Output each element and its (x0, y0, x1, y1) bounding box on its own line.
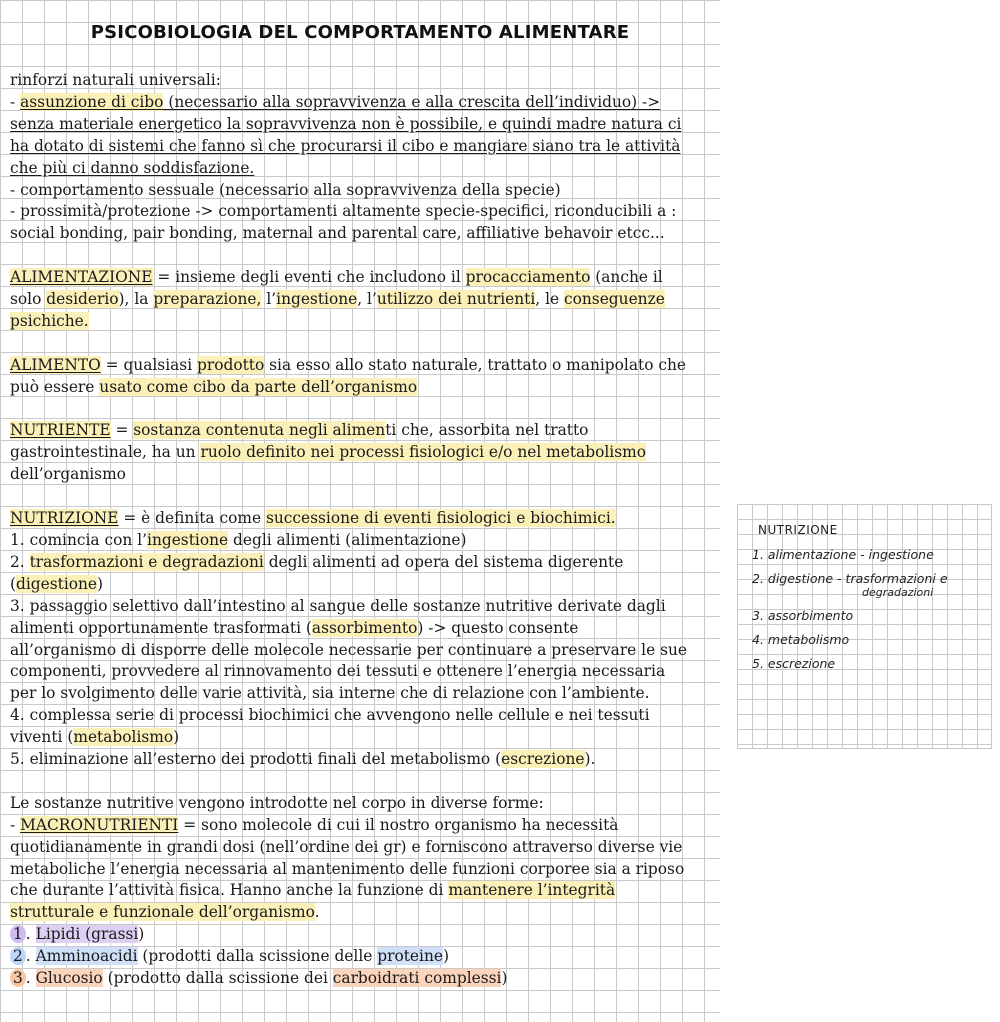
nutriente-line-1 (10, 420, 715, 442)
alimentazione-line-3 (10, 311, 715, 333)
text: degli alimenti (alimentazione) (228, 530, 467, 549)
text: ) (97, 574, 104, 593)
bullet: - (10, 815, 21, 834)
nutrizione-item-3-l5: per lo svolgimento delle varie attività, sia interne che di relazione con l’ambiente. (10, 684, 650, 703)
text: = è definita come (118, 509, 266, 528)
bullet: - (10, 92, 21, 111)
highlight: ingestione (147, 530, 229, 549)
text: ) -> questo consente (417, 618, 579, 637)
nutrizione-item-4: 4. complessa serie di processi biochimici che avvengono nelle cellule e nei tessuti (10, 706, 650, 725)
term: NUTRIENTE (10, 421, 111, 440)
text: ti che, assorbita nel tratto (385, 421, 589, 440)
highlight: sostanza contenuta negli alimen (133, 421, 386, 440)
page-title: PSICOBIOLOGIA DEL COMPORTAMENTO ALIMENTARE (90, 22, 630, 43)
text: . (25, 969, 36, 988)
text: 2. (10, 552, 30, 571)
nutrizione-item-3-l3: all’organismo di disporre delle molecole necessarie per continuare a preservare le sue (10, 640, 688, 659)
highlight: Glucosio (35, 969, 103, 988)
macro-line-5 (10, 902, 715, 924)
side-note-item-sub: degradazioni (862, 586, 934, 599)
text: ). (584, 750, 596, 769)
highlight: conseguenze (564, 290, 665, 309)
text: alimenti opportunamente trasformati ( (10, 618, 312, 637)
text: può essere (10, 377, 100, 396)
highlight: strutturale e funzionale dell’organismo (10, 903, 315, 922)
highlight: proteine (377, 947, 443, 966)
highlight: assunzione di cibo (20, 92, 164, 111)
number-badge: 1 (10, 925, 26, 943)
number-badge: 2 (10, 947, 26, 965)
sostanze-intro: Le sostanze nutritive vengono introdotte nel corpo in diverse forme: (10, 793, 544, 812)
number-badge: 3 (10, 969, 26, 987)
text: (anche il (590, 268, 663, 287)
text: 1. comincia con l’ (10, 530, 148, 549)
highlight: preparazione, (153, 290, 262, 309)
text: gastrointestinale, ha un (10, 443, 201, 462)
nutriente-line-3: dell’organismo (10, 465, 126, 484)
highlight: carboidrati complessi (332, 969, 502, 988)
text: degli alimenti ad opera del sistema digerente (263, 552, 624, 571)
highlight: procacciamento (465, 268, 591, 287)
text: ), la (118, 290, 154, 309)
cibo-line-3: ha dotato di sistemi che fanno sì che procurarsi il cibo e mangiare siano tra le attività (10, 136, 681, 155)
side-note-item: 4. metabolismo (752, 632, 850, 647)
text: (necessario alla sopravvivenza e alla crescita dell’individuo) -> (163, 92, 661, 111)
side-note-item: 5. escrezione (752, 656, 836, 671)
cibo-line-4: che più ci danno soddisfazione. (10, 158, 255, 177)
highlight: escrezione (501, 750, 585, 769)
side-note-item: 1. alimentazione - ingestione (752, 547, 934, 562)
text: solo (10, 290, 47, 309)
text: ( (10, 574, 17, 593)
cibo-line (10, 92, 715, 114)
rinforzi-heading: rinforzi naturali universali: (10, 71, 221, 89)
highlight: usato come cibo da parte dell’organismo (99, 377, 418, 396)
text: (prodotto dalla scissione dei (102, 969, 333, 988)
highlight: Lipidi (grassi (35, 925, 139, 944)
term: MACRONUTRIENTI (20, 815, 179, 834)
side-note-item: 3. assorbimento (752, 608, 854, 623)
macro-line-1 (10, 815, 715, 837)
text: . (25, 925, 36, 944)
highlight: assorbimento (311, 618, 418, 637)
nutrizione-item-2 (10, 552, 715, 574)
text: viventi ( (10, 728, 74, 747)
text: che durante l’attività fisica. Hanno anche la funzione di (10, 881, 449, 900)
highlight: Amminoacidi (35, 947, 138, 966)
text: ) (173, 728, 180, 747)
amminoacidi-line (10, 946, 715, 968)
highlight: desiderio (46, 290, 119, 309)
nutrizione-item-2-cont (10, 574, 715, 596)
term: NUTRIZIONE (10, 509, 119, 528)
nutrizione-item-3-l2 (10, 618, 715, 640)
nutrizione-line-1 (10, 508, 715, 530)
text: ) (501, 969, 508, 988)
nutrizione-item-5 (10, 749, 715, 771)
side-note-title: NUTRIZIONE (758, 523, 838, 537)
text: = qualsiasi (100, 355, 198, 374)
glucosio-line (10, 968, 715, 990)
highlight: successione di eventi fisiologici e biochimici. (265, 509, 616, 528)
alimento-line-2 (10, 377, 715, 399)
highlight: metabolismo (73, 728, 174, 747)
highlight: digestione (16, 574, 98, 593)
text: (prodotti dalla scissione delle (137, 947, 378, 966)
text: ) (138, 925, 145, 944)
text: l’ (261, 290, 277, 309)
alimento-line-1 (10, 355, 715, 377)
side-note (752, 523, 982, 680)
prossimita-line: - prossimità/protezione -> comportamenti altamente specie-specifici, riconducibili a : (10, 202, 677, 221)
nutrizione-item-3-l4: componenti, provvedere al rinnovamento dei tessuti e ottenere l’energia necessaria (10, 662, 666, 681)
highlight: trasformazioni e degradazioni (29, 552, 264, 571)
highlight: ruolo definito nei processi fisiologici e/o nel metabolismo (200, 443, 646, 462)
highlight: mantenere l’integrità (448, 881, 616, 900)
macro-line-3: metaboliche l’energia necessaria al mantenimento delle funzioni corporee sia a riposo (10, 859, 685, 878)
highlight: ingestione (276, 290, 358, 309)
text: = sono molecole di cui il nostro organismo ha necessità (178, 815, 619, 834)
sesso-line: - comportamento sessuale (necessario alla sopravvivenza della specie) (10, 180, 561, 199)
term: ALIMENTAZIONE (10, 268, 153, 287)
highlight: psichiche. (10, 311, 89, 330)
text: . (314, 903, 320, 922)
macro-line-2: quotidianamente in grandi dosi (nell’ordine dei gr) e forniscono attraverso diverse vie (10, 837, 683, 856)
notes-body (10, 70, 715, 990)
nutrizione-item-4-l2 (10, 727, 715, 749)
cibo-line-2: senza materiale energetico la sopravvivenza non è possibile, e quindi madre natura ci (10, 114, 682, 133)
prossimita-line-2: social bonding, pair bonding, maternal and parental care, affiliative behavoir etcc... (10, 224, 665, 243)
highlight: prodotto (197, 355, 265, 374)
macro-line-4 (10, 880, 715, 902)
nutrizione-item-3: 3. passaggio selettivo dall’intestino al sangue delle sostanze nutritive derivate dagli (10, 596, 666, 615)
text: = insieme degli eventi che includono il (152, 268, 466, 287)
text: , l’ (357, 290, 377, 309)
lipidi-line (10, 924, 715, 946)
nutriente-line-2 (10, 442, 715, 464)
text: 5. eliminazione all’esterno dei prodotti finali del metabolismo ( (10, 750, 502, 769)
highlight: utilizzo dei nutrienti (376, 290, 536, 309)
term: ALIMENTO (10, 355, 101, 374)
nutrizione-item-1 (10, 530, 715, 552)
text: = (110, 421, 134, 440)
alimentazione-line-2 (10, 289, 715, 311)
side-note-item: 2. digestione - trasformazioni e (752, 571, 948, 586)
text: , le (535, 290, 564, 309)
text: ) (442, 947, 449, 966)
text: sia esso allo stato naturale, trattato o manipolato che (264, 355, 686, 374)
alimentazione-line-1 (10, 267, 715, 289)
text: . (25, 947, 36, 966)
